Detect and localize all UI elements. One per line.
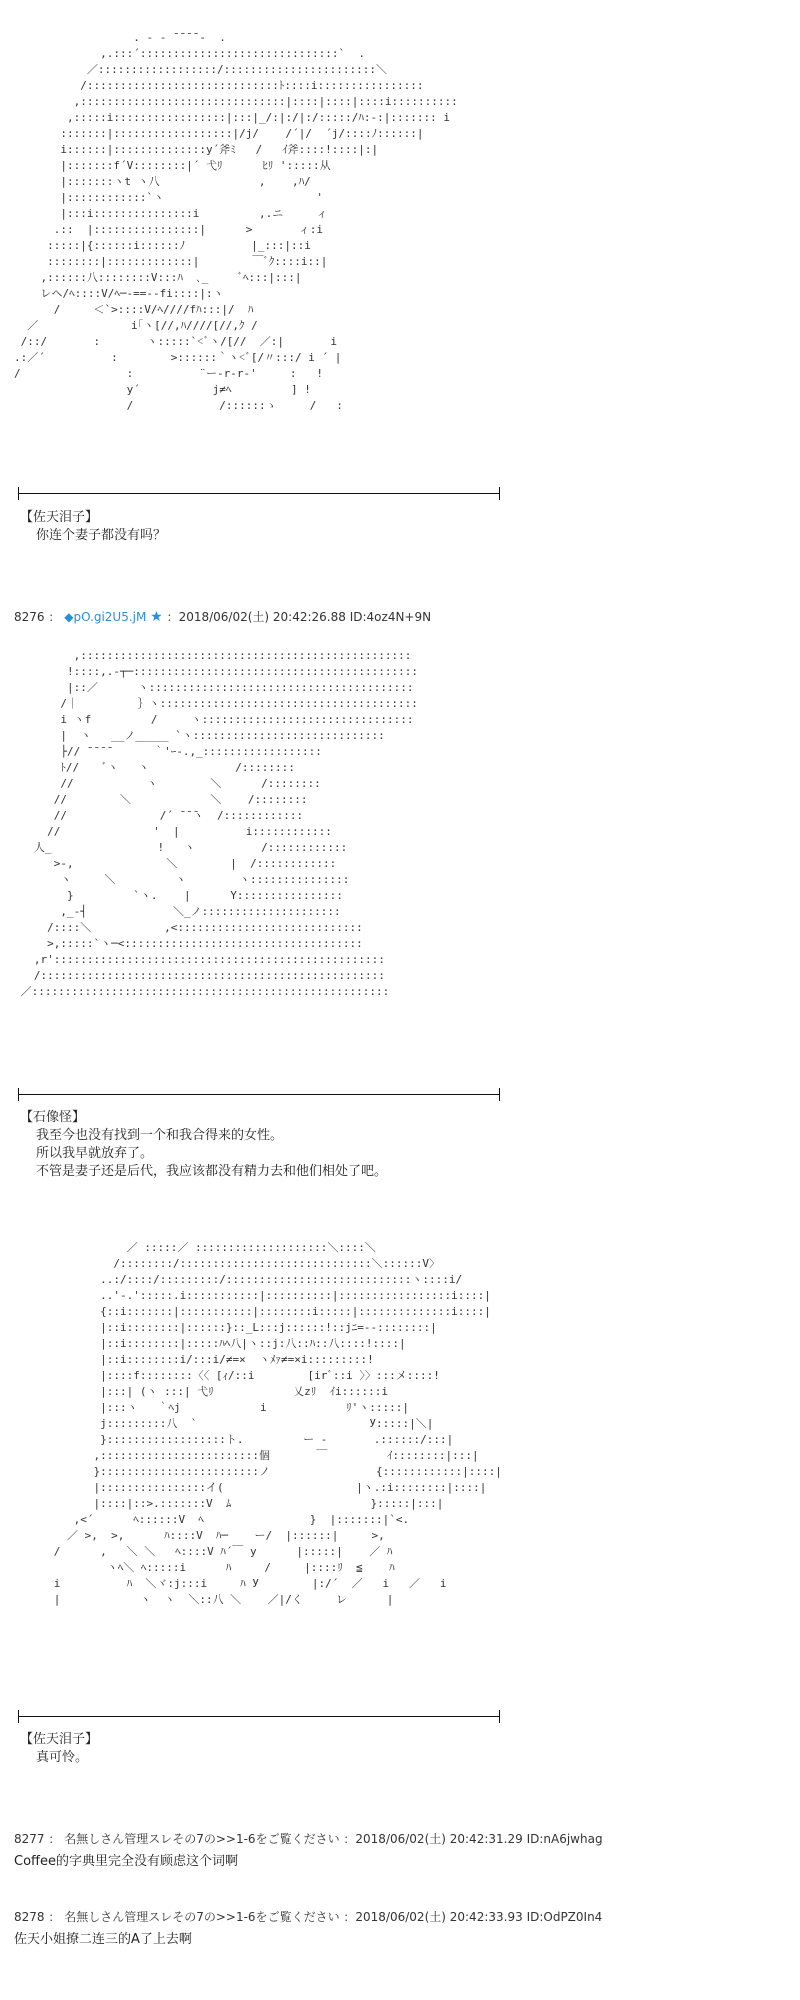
post-body: 佐天小姐撩二连三的A了上去啊: [14, 1932, 192, 1947]
post-header: [14, 1908, 602, 1925]
dialogue-line: 你连个妻子都没有吗？: [36, 528, 167, 543]
post-body: Coffee的字典里完全没有顾虑这个词啊: [14, 1854, 238, 1869]
post-separator: ：: [48, 1910, 61, 1924]
divider-tick-right: [499, 487, 500, 500]
divider-tick-left: [18, 1710, 19, 1723]
ascii-art-satenruiko-1: . - ‐ ̄ ̄ ̄ ̄ - . ,.:::´::::::::::::::::::::::::::::::` . ／::::::::::::::::::/:::::::::::::::::::::::＼ /:::::::::::::::::::::::::::::ﾄ::::i:::::::::::::::: ,:::::::::::::::::::::::::::::::|::::|::::|::::i:::::::::: ,:::::i:::::::::::::::::|:::|_/:|:/|:/:::::/ﾊ:-:|::::::: i :::::::|::::::::::::::::::|/j/ /´|/ ´j/::::ﾉ::::::| i::::::|::::::::::::::y´斧ﾐ / ｲ斧::::!::::|:| |:::::::f´V::::::::|´ 弋ﾘ ﾋﾘ ':::::从 |:::::::ヽt ヽ八 , ,ﾊ/ |::::::::::::`ヽ ' |:::i:::::::::::::::i ,.ニ ィ .:: |::::::::::::::::| > ィ:i :::::|{::::::i::::::ﾉ |_:::|::i ::::::::|:::::::::::::| ￣ﾞｸ::::i::| ,::::::八::::::::V:::ﾊ ､_ ﾞﾍ:::|:::| レヘ/ﾍ::::V/ﾍ─‐==‐-fi::::|:ヽ / ＜`>::::V/ﾍ////fﾊ:::|/ ﾊ ／ i｢ヽ[//,ﾊ////[//,ｸ / /::/ : ヽ:::::`<ﾞヽ/[// ／:| i .:／´ : >::::::｀ヽ<ﾞ[/〃:::/ i ´ | / : ¨ー‐r‐r‐' : ! y´ j≠ﾍ ] ! / /::::::ゝ / :: [14, 31, 458, 412]
speaker-name: 【石像怪】: [20, 1110, 86, 1125]
post-number: 8278: [14, 1910, 45, 1924]
ascii-art-satenruiko-2: ／ :::::／ ::::::::::::::::::::＼::::＼ /::::::::/:::::::::::::::::::::::::::::＼::::::V〉 ..:/::::/:::::::::/::::::::::::::::::::::::::::ヽ::::i/ ..'-.':::::.i:::::::::::|::::::::::|:::::::::::::::::i::::| {::i:::::::|:::::::::::|::::::::i:::::|::::::::::::::i::::| |::i::::::::|::::::}::_L:::j::::::!::jﾆ=‐-::::::::| |::i::::::::|:::::ﾊﾍ八|ヽ::j:八::ﾊ::八::::!::::| |::i::::::::i/:::i/≠=× ヽﾒｧ≠=×i:::::::::! |::::f::::::::〈〈 [ｨ/::i [irﾞ::i 〉〉:::メ::::! |:::| (ヽ :::| 弋ﾘ 乂zﾘ ｲi::::::i |:::ヽ ｀ﾍj i ﾘ'ヽ:::::| j:::::::::八 ` У:::::|＼| }::::::::::::::::::ト. ー - .::::::/:::| ,::::::::::::::::::::::::個 ￣ ｲ::::::::|:::| }::::::::::::::::::::::::ノ {::::::::::::|::::| |::::::::::::::::イ( |ヽ.:i::::::::|::::| |::::|::>.:::::::V ﾑ }:::::|:::| ,<´ ﾍ::::::V ﾍ } |:::::::|`<. ／ >, >, ﾊ::::V ﾊ─ ー/ |::::::| >, / , ＼ ＼ ﾍ::::V ﾊ´￣ y |:::::| ／ ﾊ ヽﾍ＼ ﾍ:::::i ﾊ / |::::ﾘ ≦ ﾊ i ﾊ ＼ヾ:j:::i ﾊ У |:/´ ／ i ／ i | ヽ ヽ ＼::八 ＼ ／|/く レ |: [53, 1241, 502, 1606]
post-separator: ：: [48, 1832, 61, 1846]
post-number: 8276: [14, 610, 45, 624]
post-datetime: ：2018/06/02(土) 20:42:26.88: [166, 610, 346, 624]
post-author-name: 名無しさん管理スレその7の>>1-6をご覧ください: [64, 1832, 340, 1846]
dialogue-divider: [18, 1716, 500, 1717]
post-id: ID:nA6jwhag: [526, 1832, 603, 1846]
dialogue-line: 我至今也没有找到一个和我合得来的女性。: [36, 1128, 284, 1143]
post-number: 8277: [14, 1832, 45, 1846]
divider-tick-left: [18, 1088, 19, 1101]
star-icon: ★: [150, 609, 163, 625]
speaker-name: 【佐天泪子】: [20, 510, 99, 525]
ascii-art-gargoyle: ,:::::::::::::::::::::::::::::::::::::::::::::::::: !::::,.‐┬─::::::::::::::::::::::::::::::::::::::::::: |::／ ヽ:::::::::::::::::::::::::::::::::::::::: /｜ ｝ヽ::::::::::::::::::::::::::::::::::::::: i ヽf / ヽ:::::::::::::::::::::::::::::::: | ヽ __ノ_____ `ヽ::::::::::::::::::::::::::::: ├// ̄ ̄ ̄ ̄ ｀'ｰ-.,_:::::::::::::::::: ﾄ// ﾞヽ ヽ /:::::::: // ヽ ＼ /:::::::: // ＼ ＼ /:::::::: // /´ ̄ ̄ ̄ヽ /:::::::::::: // ' | i:::::::::::: 人_ ! ヽ /:::::::::::: >-, ＼ | /:::::::::::: ヽ ＼ ヽ ヽ::::::::::::::: } `ヽ. | Y:::::::::::::::: ,_-┤ ＼_ノ::::::::::::::::::::: /::::＼ ,<:::::::::::::::::::::::::::: >,:::::`ヽ─<:::::::::::::::::::::::::::::::::::: ,r':::::::::::::::::::::::::::::::::::::::::::::::::: /:::::::::::::::::::::::::::::::::::::::::::::::::::: ／::::::::::::::::::::::::::::::::::::::::::::::::::::::: [20, 649, 418, 998]
post-id: ID:4oz4N+9N: [349, 610, 432, 624]
dialogue-line: 所以我早就放弃了。: [36, 1146, 154, 1161]
divider-tick-right: [499, 1088, 500, 1101]
dialogue-divider: [18, 493, 500, 494]
author-trip[interactable]: ◆pO.gi2U5.jM: [64, 610, 147, 624]
dialogue-line: 真可怜。: [36, 1750, 89, 1765]
dialogue-line: 不管是妻子还是后代，我应该都没有精力去和他们相处了吧。: [36, 1164, 388, 1179]
speaker-name: 【佐天泪子】: [20, 1732, 99, 1747]
post-header: [14, 1830, 603, 1847]
post-datetime: ：2018/06/02(土) 20:42:33.93: [343, 1910, 523, 1924]
divider-tick-left: [18, 487, 19, 500]
dialogue-divider: [18, 1094, 500, 1095]
post-datetime: ：2018/06/02(土) 20:42:31.29: [343, 1832, 523, 1846]
divider-tick-right: [499, 1710, 500, 1723]
post-separator: ：: [48, 610, 61, 624]
post-author-name: 名無しさん管理スレその7の>>1-6をご覧ください: [64, 1910, 340, 1924]
post-header: [14, 608, 431, 625]
post-id: ID:OdPZ0In4: [526, 1910, 603, 1924]
